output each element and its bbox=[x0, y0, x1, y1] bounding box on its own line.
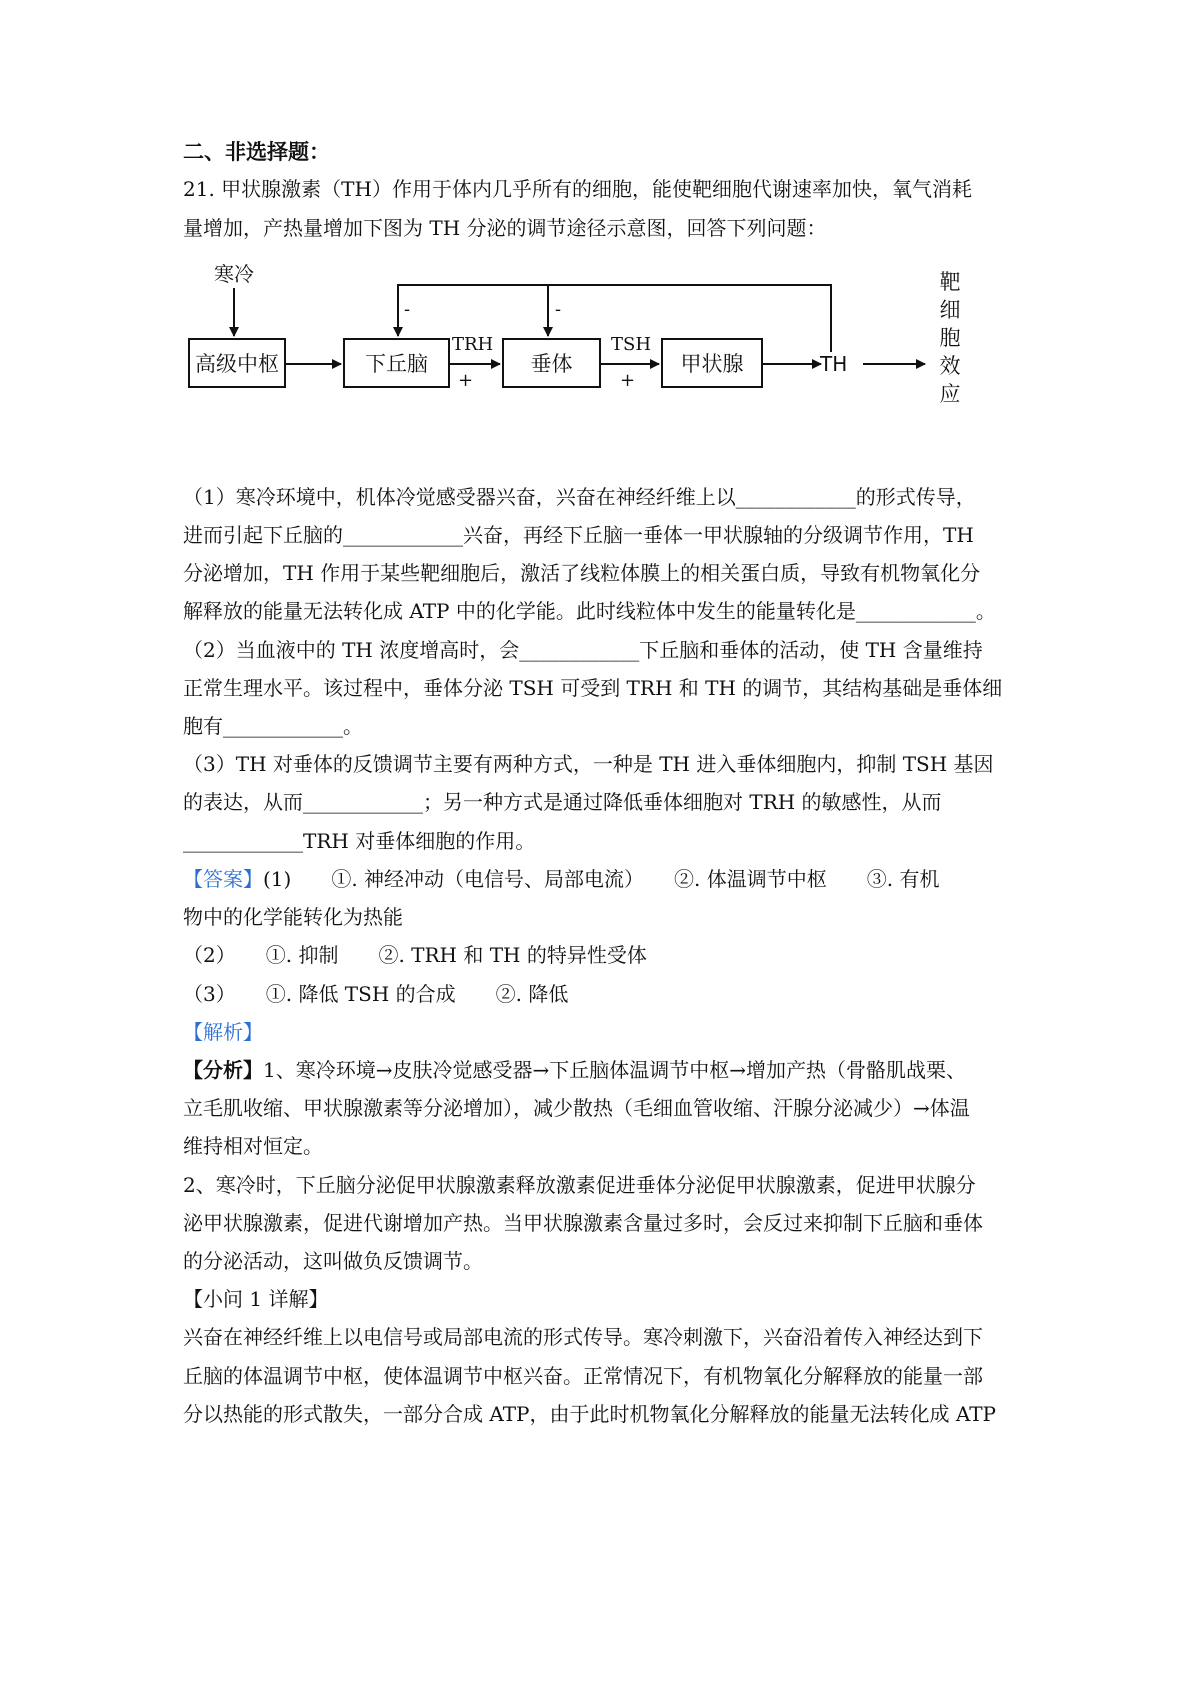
sub-question-line: 的表达，从而____________；另一种方式是通过降低垂体细胞对 TRH 的敏感性，从而 bbox=[183, 790, 942, 814]
cold-label: 寒冷 bbox=[214, 262, 254, 286]
analysis-line: 2、寒冷时，下丘脑分泌促甲状腺激素释放激素促进垂体分泌促甲状腺激素，促进甲状腺分 bbox=[183, 1173, 976, 1197]
detail-line: 分以热能的形式散失，一部分合成 ATP，由于此时机物氧化分解释放的能量无法转化成 ATP bbox=[183, 1402, 997, 1426]
answer-tag: 【答案】 bbox=[183, 867, 263, 891]
section-title: 二、非选择题： bbox=[183, 139, 330, 164]
sub-question-line: （2）当血液中的 TH 浓度增高时，会____________下丘脑和垂体的活动，使 TH 含量维持 bbox=[183, 638, 983, 662]
tsh-plus-sign: + bbox=[620, 370, 636, 391]
fenxi-tag: 【分析】 bbox=[183, 1058, 263, 1082]
sub-question-line: 解释放的能量无法转化成 ATP 中的化学能。此时线粒体中发生的能量转化是____________。 bbox=[183, 599, 996, 623]
detail-tag: 【小问 1 详解】 bbox=[183, 1287, 329, 1311]
answer-line-4: （3） ①. 降低 TSH 的合成 ②. 降低 bbox=[183, 982, 569, 1006]
trh-plus-sign: + bbox=[458, 370, 474, 391]
analysis-line: 【分析】1、寒冷环境→皮肤冷觉感受器→下丘脑体温调节中枢→增加产热（骨骼肌战栗、 bbox=[183, 1058, 966, 1082]
sub-question-line: 进而引起下丘脑的____________兴奋，再经下丘脑一垂体一甲状腺轴的分级调节作用，TH bbox=[183, 523, 974, 547]
answer-line-3: （2） ①. 抑制 ②. TRH 和 TH 的特异性受体 bbox=[183, 943, 647, 967]
sub-question-line: 分泌增加，TH 作用于某些靶细胞后，激活了线粒体膜上的相关蛋白质，导致有机物氧化分 bbox=[183, 561, 981, 585]
thyroid-box: 甲状腺 bbox=[661, 338, 763, 388]
detail-line: 兴奋在神经纤维上以电信号或局部电流的形式传导。寒冷刺激下，兴奋沿着传入神经达到下 bbox=[183, 1325, 983, 1349]
pituitary-minus-sign: - bbox=[555, 299, 562, 320]
sub-question-line: ____________TRH 对垂体细胞的作用。 bbox=[183, 829, 536, 853]
hypothalamus-box: 下丘脑 bbox=[343, 338, 450, 388]
higher-center-box: 高级中枢 bbox=[188, 338, 286, 388]
analysis-line: 的分泌活动，这叫做负反馈调节。 bbox=[183, 1249, 483, 1273]
diagram-arrows bbox=[183, 268, 1063, 468]
sub-question-line: （1）寒冷环境中，机体冷觉感受器兴奋，兴奋在神经纤维上以____________的形式传导， bbox=[183, 485, 976, 509]
analysis-line: 立毛肌收缩、甲状腺激素等分泌增加），减少散热（毛细血管收缩、汗腺分泌减少）→体温 bbox=[183, 1096, 970, 1120]
hypothalamus-minus-sign: - bbox=[404, 299, 411, 320]
sub-question-line: 正常生理水平。该过程中，垂体分泌 TSH 可受到 TRH 和 TH 的调节，其结构基础是垂体细 bbox=[183, 676, 1003, 700]
pituitary-box: 垂体 bbox=[502, 338, 601, 388]
analysis-tag: 【解析】 bbox=[183, 1020, 263, 1044]
tsh-label: TSH bbox=[611, 334, 652, 355]
sub-question-line: 胞有____________。 bbox=[183, 714, 363, 738]
question-line-1: 21. 甲状腺激素（TH）作用于体内几乎所有的细胞，能使靶细胞代谢速率加快，氧气消耗 bbox=[183, 177, 972, 201]
question-line-2: 量增加，产热量增加下图为 TH 分泌的调节途径示意图，回答下列问题： bbox=[183, 216, 827, 240]
sub-question-line: （3）TH 对垂体的反馈调节主要有两种方式，一种是 TH 进入垂体细胞内，抑制 TSH 基因 bbox=[183, 752, 994, 776]
trh-label: TRH bbox=[452, 334, 494, 355]
analysis-line: 维持相对恒定。 bbox=[183, 1134, 323, 1158]
answer-line-2: 物中的化学能转化为热能 bbox=[183, 905, 403, 929]
target-cell-effect-label: 靶 细 胞 效 应 bbox=[939, 270, 961, 406]
th-label: TH bbox=[820, 352, 848, 376]
answer-line-1: 【答案】(1) ①. 神经冲动（电信号、局部电流） ②. 体温调节中枢 ③. 有机 bbox=[183, 867, 940, 891]
th-regulation-diagram bbox=[183, 262, 1063, 468]
detail-line: 丘脑的体温调节中枢，使体温调节中枢兴奋。正常情况下，有机物氧化分解释放的能量一部 bbox=[183, 1364, 983, 1388]
analysis-line: 泌甲状腺激素，促进代谢增加产热。当甲状腺激素含量过多时，会反过来抑制下丘脑和垂体 bbox=[183, 1211, 983, 1235]
